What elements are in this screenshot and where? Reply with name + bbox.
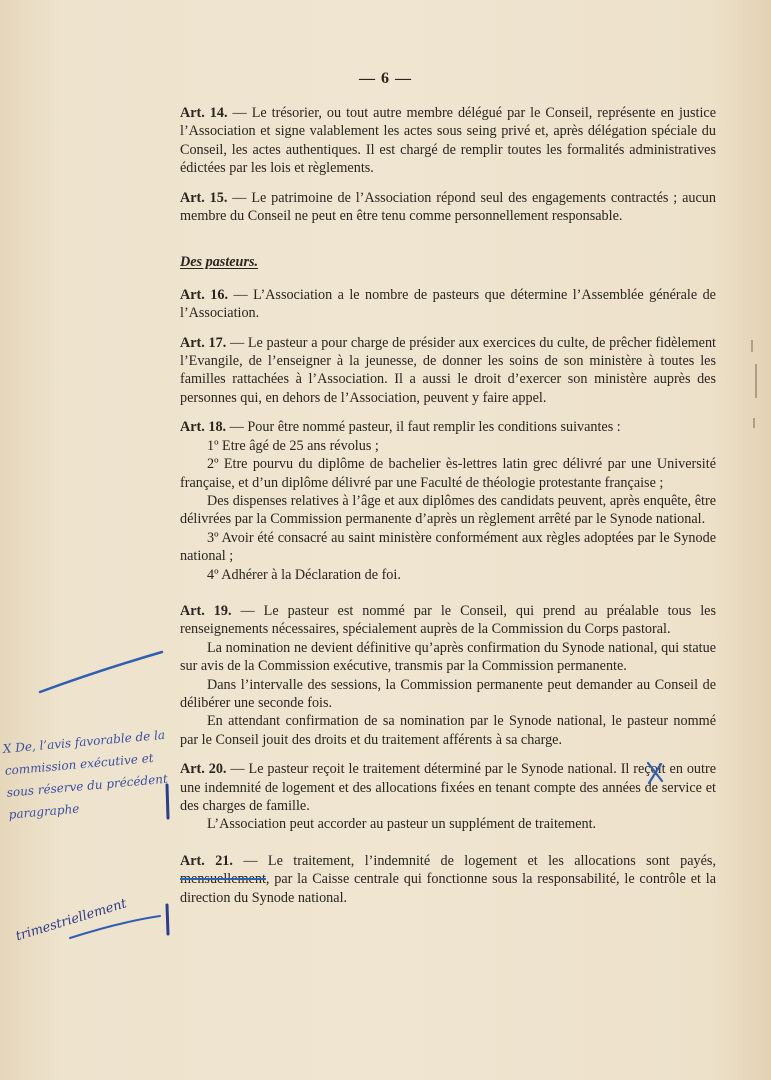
article-20-text: — Le pasteur reçoit le traitement déterminé par le Synode national. Il reçoit en outre une indemnité de logement et des allocations fixées en tenant compte des années de service et des charges de famille. — [180, 761, 716, 814]
article-19 — [180, 602, 716, 749]
article-18-intro — [180, 418, 716, 436]
pointer-line-mark — [40, 652, 162, 692]
document-body — [180, 104, 716, 907]
insertion-bar-mark — [167, 905, 168, 934]
article-21 — [180, 852, 716, 907]
article-15-label: Art. 15. — [180, 189, 228, 206]
article-14-label: Art. 14. — [180, 105, 228, 121]
article-20-p1 — [180, 760, 716, 815]
article-16 — [180, 286, 716, 323]
article-20-label: Art. 20. — [180, 761, 227, 778]
article-17 — [180, 334, 716, 408]
edge-tick-mark — [752, 340, 756, 428]
article-21-label: Art. 21. — [180, 852, 233, 869]
article-16-label: Art. 16. — [180, 286, 228, 303]
article-18-condition-3: 3º Avoir été consacré au saint ministère conformément aux règles adoptées par le Synode national ; — [180, 529, 716, 565]
handwritten-margin-note: X De, l’avis favorable de la commission exécutive et sous réserve du précédent paragraphe — [2, 727, 169, 822]
article-20-p2: L’Association peut accorder au pasteur un supplément de traitement. — [207, 816, 597, 833]
article-18-dispenses: Des dispenses relatives à l’âge et aux diplômes des candidats peuvent, après enquête, être délivrées par la Commission permanente d’après un règlement arrêté par le Synode national. — [180, 492, 716, 528]
article-15 — [180, 189, 716, 226]
page-number: — 6 — — [359, 70, 412, 87]
article-17-text: — Le pasteur a pour charge de présider aux exercices du culte, de prêcher fidèlement l’Evangile, de l’enseigner à la jeunesse, de donner les soins de son ministère à toutes les familles rattachées à l’Association. Il a aussi le droit d’exercer son ministère auprès des personnes qui, en dehors de l’Association, peuvent y faire appel. — [180, 334, 716, 406]
section-title: Des pasteurs. — [180, 254, 259, 271]
article-21-text-b: , par la Caisse centrale qui fonctionne sous la responsabilité, le contrôle et la direction du Synode national. — [180, 871, 716, 906]
article-21-text-a: — Le traitement, l’indemnité de logement et les allocations sont payés, — [232, 852, 716, 869]
article-19-text: — Le pasteur est nommé par le Conseil, qui prend au préalable tous les renseignements nécessaires, spécialement auprès de la Commission du Corps pastoral. — [180, 602, 716, 638]
article-17-label: Art. 17. — [180, 334, 227, 351]
article-18-condition-1: 1º Etre âgé de 25 ans révolus ; — [207, 437, 379, 454]
article-19-p2: La nomination ne devient définitive qu’après confirmation du Synode national, qui statue sur avis de la Commission exécutive, transmis par la Commission permanente. — [180, 639, 716, 675]
article-14-text: — Le trésorier, ou tout autre membre délégué par le Conseil, représente en justice l’Association et signe valablement les actes sous seing privé et, après délégation spéciale du Conseil, les actes authentiques. Il est chargé de remplir toutes les formalités administratives édictées par les lois et règlements. — [180, 105, 716, 177]
article-18-label: Art. 18. — [180, 419, 227, 436]
struck-word: mensuellement — [180, 871, 266, 888]
article-18-condition-4: 4º Adhérer à la Déclaration de foi. — [207, 566, 401, 583]
article-19-label: Art. 19. — [180, 602, 232, 619]
article-19-p3: Dans l’intervalle des sessions, la Commission permanente peut demander au Conseil de délibérer une seconde fois. — [180, 676, 716, 711]
article-18 — [180, 418, 716, 584]
article-20 — [180, 760, 716, 834]
article-18-condition-2: 2º Etre pourvu du diplôme de bachelier ès-lettres latin grec délivré par une Université française, et d’un diplôme délivré par une Faculté de théologie protestante française ; — [180, 456, 716, 491]
article-16-text: — L’Association a le nombre de pasteurs que détermine l’Assemblée générale de l’Association. — [180, 286, 716, 322]
article-18-intro-text: — Pour être nommé pasteur, il faut remplir les conditions suivantes : — [226, 419, 621, 436]
article-15-text: — Le patrimoine de l’Association répond seul des engagements contractés ; aucun membre du Conseil ne peut en être tenu comme personnellement responsable. — [180, 189, 716, 225]
article-19-p1 — [180, 602, 716, 639]
handwritten-insertion-note: trimestriellement — [14, 896, 129, 945]
article-19-p4: En attendant confirmation de sa nomination par le Synode national, le pasteur nommé par le Conseil jouit des droits et du traitement afférents à sa charge. — [180, 713, 716, 748]
article-14 — [180, 104, 716, 178]
